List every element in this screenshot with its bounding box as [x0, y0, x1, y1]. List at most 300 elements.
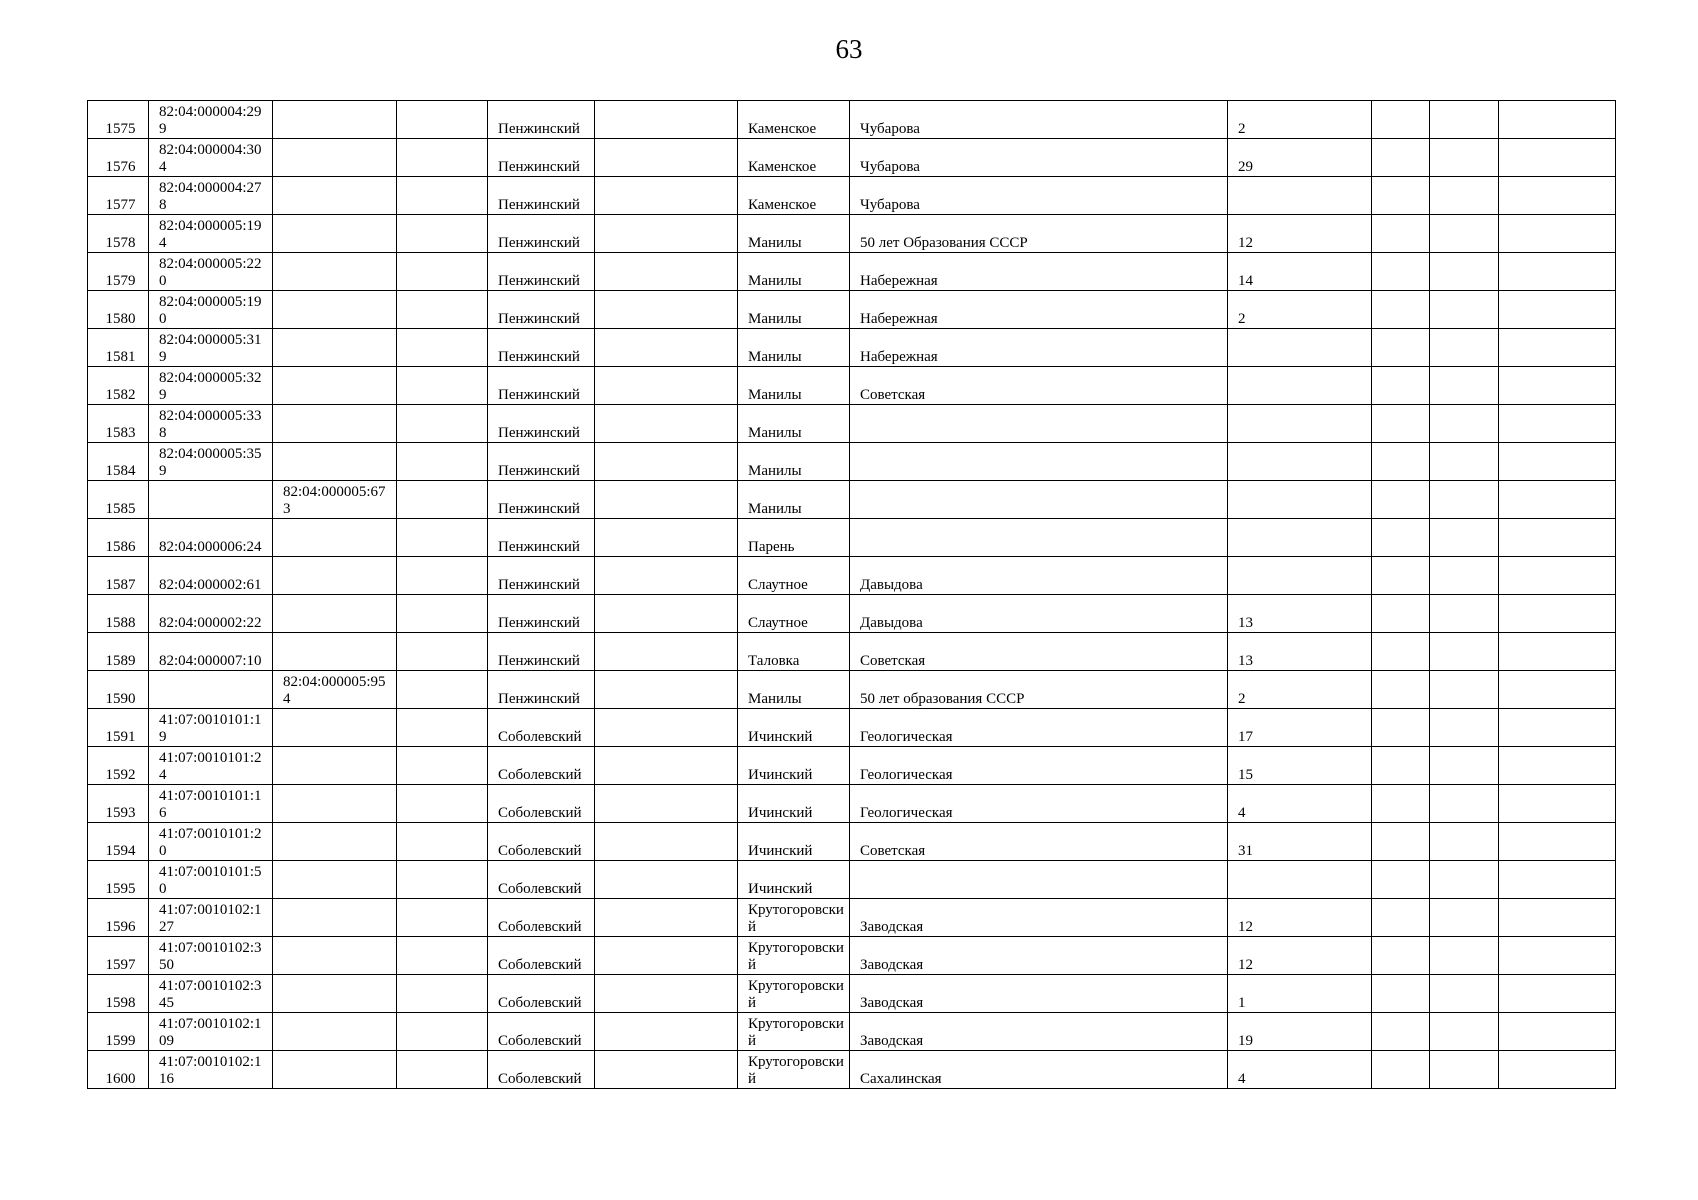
empty-cell [1430, 823, 1499, 861]
street-cell: 50 лет Образования СССР [850, 215, 1228, 253]
cadastral-number-2-cell [273, 633, 397, 671]
cadastral-number-cell: 82:04:000005:319 [149, 329, 273, 367]
empty-cell [595, 215, 738, 253]
district-cell: Пенжинский [488, 443, 595, 481]
empty-cell [397, 329, 488, 367]
empty-cell [397, 557, 488, 595]
cadastral-number-cell: 82:04:000004:304 [149, 139, 273, 177]
empty-cell [1372, 481, 1430, 519]
street-cell: Геологическая [850, 747, 1228, 785]
empty-cell [595, 785, 738, 823]
cadastral-number-cell: 82:04:000004:299 [149, 101, 273, 139]
settlement-cell: Крутогоровский [738, 1013, 850, 1051]
cadastral-number-cell: 41:07:0010101:20 [149, 823, 273, 861]
empty-cell [595, 1051, 738, 1089]
empty-cell [1430, 405, 1499, 443]
house-number-cell: 2 [1228, 291, 1372, 329]
empty-cell [1430, 1051, 1499, 1089]
empty-cell [397, 1051, 488, 1089]
empty-cell [595, 101, 738, 139]
empty-cell [1499, 709, 1616, 747]
cadastral-number-2-cell [273, 139, 397, 177]
empty-cell [1430, 975, 1499, 1013]
table-row [88, 633, 1616, 671]
street-cell: Геологическая [850, 785, 1228, 823]
table-row [88, 519, 1616, 557]
empty-cell [397, 975, 488, 1013]
street-cell: Набережная [850, 329, 1228, 367]
district-cell: Соболевский [488, 747, 595, 785]
cadastral-number-cell: 82:04:000005:220 [149, 253, 273, 291]
empty-cell [397, 519, 488, 557]
empty-cell [595, 975, 738, 1013]
cadastral-number-2-cell [273, 747, 397, 785]
empty-cell [1372, 215, 1430, 253]
house-number-cell: 17 [1228, 709, 1372, 747]
row-number-cell: 1581 [88, 329, 149, 367]
cadastral-number-2-cell [273, 709, 397, 747]
settlement-cell: Манилы [738, 253, 850, 291]
cadastral-number-2-cell: 82:04:000005:673 [273, 481, 397, 519]
empty-cell [1372, 291, 1430, 329]
house-number-cell: 14 [1228, 253, 1372, 291]
house-number-cell: 29 [1228, 139, 1372, 177]
table-row [88, 1013, 1616, 1051]
table-row [88, 443, 1616, 481]
empty-cell [1372, 1051, 1430, 1089]
cadastral-number-2-cell [273, 557, 397, 595]
cadastral-number-cell: 82:04:000002:22 [149, 595, 273, 633]
page-number: 63 [835, 34, 863, 64]
empty-cell [1430, 747, 1499, 785]
row-number-cell: 1591 [88, 709, 149, 747]
empty-cell [595, 1013, 738, 1051]
street-cell: 50 лет образования СССР [850, 671, 1228, 709]
empty-cell [1430, 557, 1499, 595]
street-cell: Сахалинская [850, 1051, 1228, 1089]
cadastral-number-2-cell [273, 253, 397, 291]
district-cell: Пенжинский [488, 253, 595, 291]
empty-cell [1499, 291, 1616, 329]
table-row [88, 671, 1616, 709]
cadastral-number-cell: 82:04:000005:194 [149, 215, 273, 253]
table-row [88, 595, 1616, 633]
empty-cell [595, 291, 738, 329]
empty-cell [595, 937, 738, 975]
table-row [88, 139, 1616, 177]
empty-cell [595, 481, 738, 519]
row-number-cell: 1597 [88, 937, 149, 975]
empty-cell [397, 671, 488, 709]
street-cell: Заводская [850, 937, 1228, 975]
empty-cell [1499, 747, 1616, 785]
district-cell: Соболевский [488, 861, 595, 899]
district-cell: Соболевский [488, 1051, 595, 1089]
settlement-cell: Манилы [738, 443, 850, 481]
row-number-cell: 1600 [88, 1051, 149, 1089]
empty-cell [1430, 101, 1499, 139]
empty-cell [397, 785, 488, 823]
house-number-cell: 12 [1228, 215, 1372, 253]
street-cell [850, 519, 1228, 557]
district-cell: Пенжинский [488, 177, 595, 215]
empty-cell [595, 861, 738, 899]
table-row [88, 975, 1616, 1013]
cadastral-number-2-cell [273, 899, 397, 937]
settlement-cell: Манилы [738, 481, 850, 519]
row-number-cell: 1594 [88, 823, 149, 861]
district-cell: Пенжинский [488, 215, 595, 253]
district-cell: Пенжинский [488, 481, 595, 519]
district-cell: Пенжинский [488, 101, 595, 139]
empty-cell [397, 101, 488, 139]
empty-cell [1372, 101, 1430, 139]
empty-cell [397, 747, 488, 785]
table-row [88, 329, 1616, 367]
street-cell: Набережная [850, 291, 1228, 329]
street-cell: Давыдова [850, 595, 1228, 633]
street-cell: Заводская [850, 1013, 1228, 1051]
house-number-cell [1228, 329, 1372, 367]
empty-cell [1499, 481, 1616, 519]
street-cell: Заводская [850, 975, 1228, 1013]
empty-cell [595, 823, 738, 861]
house-number-cell: 4 [1228, 785, 1372, 823]
cadastral-number-2-cell [273, 823, 397, 861]
cadastral-number-cell: 82:04:000002:61 [149, 557, 273, 595]
empty-cell [397, 367, 488, 405]
empty-cell [397, 481, 488, 519]
cadastral-number-2-cell [273, 595, 397, 633]
empty-cell [397, 177, 488, 215]
empty-cell [595, 709, 738, 747]
settlement-cell: Крутогоровский [738, 899, 850, 937]
cadastral-number-2-cell [273, 215, 397, 253]
street-cell: Заводская [850, 899, 1228, 937]
empty-cell [1430, 139, 1499, 177]
empty-cell [1372, 557, 1430, 595]
empty-cell [1499, 595, 1616, 633]
house-number-cell [1228, 177, 1372, 215]
empty-cell [595, 443, 738, 481]
registry-table [87, 100, 1616, 1089]
row-number-cell: 1599 [88, 1013, 149, 1051]
cadastral-number-cell [149, 671, 273, 709]
empty-cell [1499, 633, 1616, 671]
cadastral-number-cell: 82:04:000005:359 [149, 443, 273, 481]
cadastral-number-2-cell [273, 1013, 397, 1051]
table-row [88, 785, 1616, 823]
empty-cell [1372, 709, 1430, 747]
row-number-cell: 1589 [88, 633, 149, 671]
table-row [88, 215, 1616, 253]
house-number-cell: 13 [1228, 633, 1372, 671]
settlement-cell: Манилы [738, 405, 850, 443]
house-number-cell [1228, 861, 1372, 899]
street-cell: Чубарова [850, 177, 1228, 215]
empty-cell [1430, 215, 1499, 253]
cadastral-number-2-cell [273, 443, 397, 481]
empty-cell [1372, 443, 1430, 481]
empty-cell [1499, 557, 1616, 595]
empty-cell [1430, 1013, 1499, 1051]
cadastral-number-cell: 41:07:0010101:24 [149, 747, 273, 785]
empty-cell [595, 671, 738, 709]
empty-cell [1499, 671, 1616, 709]
empty-cell [397, 709, 488, 747]
empty-cell [397, 291, 488, 329]
empty-cell [1372, 899, 1430, 937]
empty-cell [1430, 861, 1499, 899]
district-cell: Соболевский [488, 975, 595, 1013]
house-number-cell: 13 [1228, 595, 1372, 633]
empty-cell [1430, 177, 1499, 215]
empty-cell [1430, 253, 1499, 291]
settlement-cell: Манилы [738, 215, 850, 253]
table-row [88, 481, 1616, 519]
empty-cell [397, 899, 488, 937]
row-number-cell: 1592 [88, 747, 149, 785]
row-number-cell: 1578 [88, 215, 149, 253]
empty-cell [1430, 671, 1499, 709]
empty-cell [1372, 139, 1430, 177]
district-cell: Соболевский [488, 709, 595, 747]
empty-cell [1430, 367, 1499, 405]
cadastral-number-2-cell [273, 367, 397, 405]
table-row [88, 899, 1616, 937]
empty-cell [397, 405, 488, 443]
empty-cell [1372, 861, 1430, 899]
empty-cell [1430, 899, 1499, 937]
settlement-cell: Ичинский [738, 709, 850, 747]
empty-cell [1430, 633, 1499, 671]
house-number-cell: 31 [1228, 823, 1372, 861]
settlement-cell: Каменское [738, 139, 850, 177]
street-cell: Чубарова [850, 139, 1228, 177]
house-number-cell: 15 [1228, 747, 1372, 785]
house-number-cell: 4 [1228, 1051, 1372, 1089]
empty-cell [595, 177, 738, 215]
row-number-cell: 1580 [88, 291, 149, 329]
empty-cell [595, 405, 738, 443]
settlement-cell: Ичинский [738, 861, 850, 899]
district-cell: Пенжинский [488, 671, 595, 709]
cadastral-number-2-cell [273, 861, 397, 899]
district-cell: Соболевский [488, 899, 595, 937]
empty-cell [397, 823, 488, 861]
table-row [88, 291, 1616, 329]
street-cell: Геологическая [850, 709, 1228, 747]
empty-cell [1430, 709, 1499, 747]
table-row [88, 823, 1616, 861]
street-cell: Набережная [850, 253, 1228, 291]
cadastral-number-2-cell [273, 937, 397, 975]
house-number-cell: 2 [1228, 671, 1372, 709]
cadastral-number-2-cell [273, 975, 397, 1013]
cadastral-number-2-cell [273, 291, 397, 329]
empty-cell [1372, 519, 1430, 557]
empty-cell [595, 519, 738, 557]
district-cell: Пенжинский [488, 139, 595, 177]
house-number-cell [1228, 405, 1372, 443]
row-number-cell: 1582 [88, 367, 149, 405]
empty-cell [397, 253, 488, 291]
empty-cell [1430, 595, 1499, 633]
settlement-cell: Каменское [738, 101, 850, 139]
row-number-cell: 1575 [88, 101, 149, 139]
empty-cell [595, 253, 738, 291]
empty-cell [1372, 595, 1430, 633]
row-number-cell: 1584 [88, 443, 149, 481]
empty-cell [1499, 139, 1616, 177]
cadastral-number-cell: 41:07:0010101:16 [149, 785, 273, 823]
empty-cell [1499, 823, 1616, 861]
street-cell: Чубарова [850, 101, 1228, 139]
row-number-cell: 1588 [88, 595, 149, 633]
cadastral-number-2-cell [273, 101, 397, 139]
empty-cell [1372, 329, 1430, 367]
empty-cell [397, 215, 488, 253]
settlement-cell: Крутогоровский [738, 975, 850, 1013]
empty-cell [595, 899, 738, 937]
cadastral-number-2-cell: 82:04:000005:954 [273, 671, 397, 709]
empty-cell [1499, 101, 1616, 139]
district-cell: Соболевский [488, 1013, 595, 1051]
district-cell: Пенжинский [488, 367, 595, 405]
cadastral-number-cell: 82:04:000004:278 [149, 177, 273, 215]
empty-cell [1372, 367, 1430, 405]
street-cell: Советская [850, 633, 1228, 671]
row-number-cell: 1577 [88, 177, 149, 215]
empty-cell [595, 557, 738, 595]
cadastral-number-cell: 41:07:0010102:116 [149, 1051, 273, 1089]
empty-cell [397, 595, 488, 633]
settlement-cell: Крутогоровский [738, 1051, 850, 1089]
empty-cell [1372, 937, 1430, 975]
table-row [88, 253, 1616, 291]
empty-cell [595, 595, 738, 633]
cadastral-number-cell: 82:04:000005:329 [149, 367, 273, 405]
house-number-cell [1228, 367, 1372, 405]
cadastral-number-cell: 41:07:0010102:345 [149, 975, 273, 1013]
row-number-cell: 1590 [88, 671, 149, 709]
empty-cell [1430, 481, 1499, 519]
cadastral-number-cell: 41:07:0010101:50 [149, 861, 273, 899]
row-number-cell: 1579 [88, 253, 149, 291]
district-cell: Пенжинский [488, 595, 595, 633]
empty-cell [397, 443, 488, 481]
cadastral-number-2-cell [273, 177, 397, 215]
table-row [88, 177, 1616, 215]
settlement-cell: Ичинский [738, 747, 850, 785]
cadastral-number-2-cell [273, 785, 397, 823]
empty-cell [1372, 747, 1430, 785]
street-cell [850, 443, 1228, 481]
empty-cell [397, 633, 488, 671]
house-number-cell [1228, 443, 1372, 481]
settlement-cell: Ичинский [738, 823, 850, 861]
empty-cell [1499, 215, 1616, 253]
table-row [88, 747, 1616, 785]
cadastral-number-cell: 41:07:0010102:127 [149, 899, 273, 937]
district-cell: Пенжинский [488, 557, 595, 595]
settlement-cell: Манилы [738, 367, 850, 405]
street-cell [850, 481, 1228, 519]
district-cell: Соболевский [488, 823, 595, 861]
street-cell: Давыдова [850, 557, 1228, 595]
empty-cell [1499, 861, 1616, 899]
settlement-cell: Каменское [738, 177, 850, 215]
empty-cell [1499, 253, 1616, 291]
street-cell [850, 405, 1228, 443]
house-number-cell: 1 [1228, 975, 1372, 1013]
empty-cell [595, 633, 738, 671]
row-number-cell: 1586 [88, 519, 149, 557]
empty-cell [1372, 1013, 1430, 1051]
empty-cell [1499, 405, 1616, 443]
house-number-cell [1228, 519, 1372, 557]
district-cell: Соболевский [488, 937, 595, 975]
table-row [88, 937, 1616, 975]
empty-cell [1372, 253, 1430, 291]
empty-cell [1499, 329, 1616, 367]
table-row [88, 709, 1616, 747]
cadastral-number-2-cell [273, 329, 397, 367]
empty-cell [1430, 785, 1499, 823]
cadastral-number-cell: 41:07:0010101:19 [149, 709, 273, 747]
district-cell: Соболевский [488, 785, 595, 823]
empty-cell [1430, 329, 1499, 367]
empty-cell [1372, 975, 1430, 1013]
cadastral-number-2-cell [273, 1051, 397, 1089]
empty-cell [1499, 975, 1616, 1013]
house-number-cell: 2 [1228, 101, 1372, 139]
house-number-cell: 19 [1228, 1013, 1372, 1051]
empty-cell [1499, 519, 1616, 557]
row-number-cell: 1593 [88, 785, 149, 823]
settlement-cell: Манилы [738, 671, 850, 709]
empty-cell [1499, 899, 1616, 937]
row-number-cell: 1587 [88, 557, 149, 595]
empty-cell [1499, 443, 1616, 481]
empty-cell [595, 329, 738, 367]
street-cell: Советская [850, 367, 1228, 405]
empty-cell [1372, 671, 1430, 709]
district-cell: Пенжинский [488, 519, 595, 557]
empty-cell [595, 367, 738, 405]
empty-cell [1430, 291, 1499, 329]
empty-cell [1430, 519, 1499, 557]
settlement-cell: Крутогоровский [738, 937, 850, 975]
cadastral-number-cell: 41:07:0010102:109 [149, 1013, 273, 1051]
cadastral-number-cell: 82:04:000006:24 [149, 519, 273, 557]
empty-cell [397, 1013, 488, 1051]
district-cell: Пенжинский [488, 291, 595, 329]
empty-cell [1372, 633, 1430, 671]
empty-cell [1499, 177, 1616, 215]
settlement-cell: Манилы [738, 329, 850, 367]
empty-cell [595, 747, 738, 785]
cadastral-number-cell: 82:04:000005:190 [149, 291, 273, 329]
table-row [88, 405, 1616, 443]
empty-cell [595, 139, 738, 177]
empty-cell [397, 937, 488, 975]
district-cell: Пенжинский [488, 329, 595, 367]
empty-cell [397, 861, 488, 899]
row-number-cell: 1583 [88, 405, 149, 443]
street-cell: Советская [850, 823, 1228, 861]
settlement-cell: Ичинский [738, 785, 850, 823]
